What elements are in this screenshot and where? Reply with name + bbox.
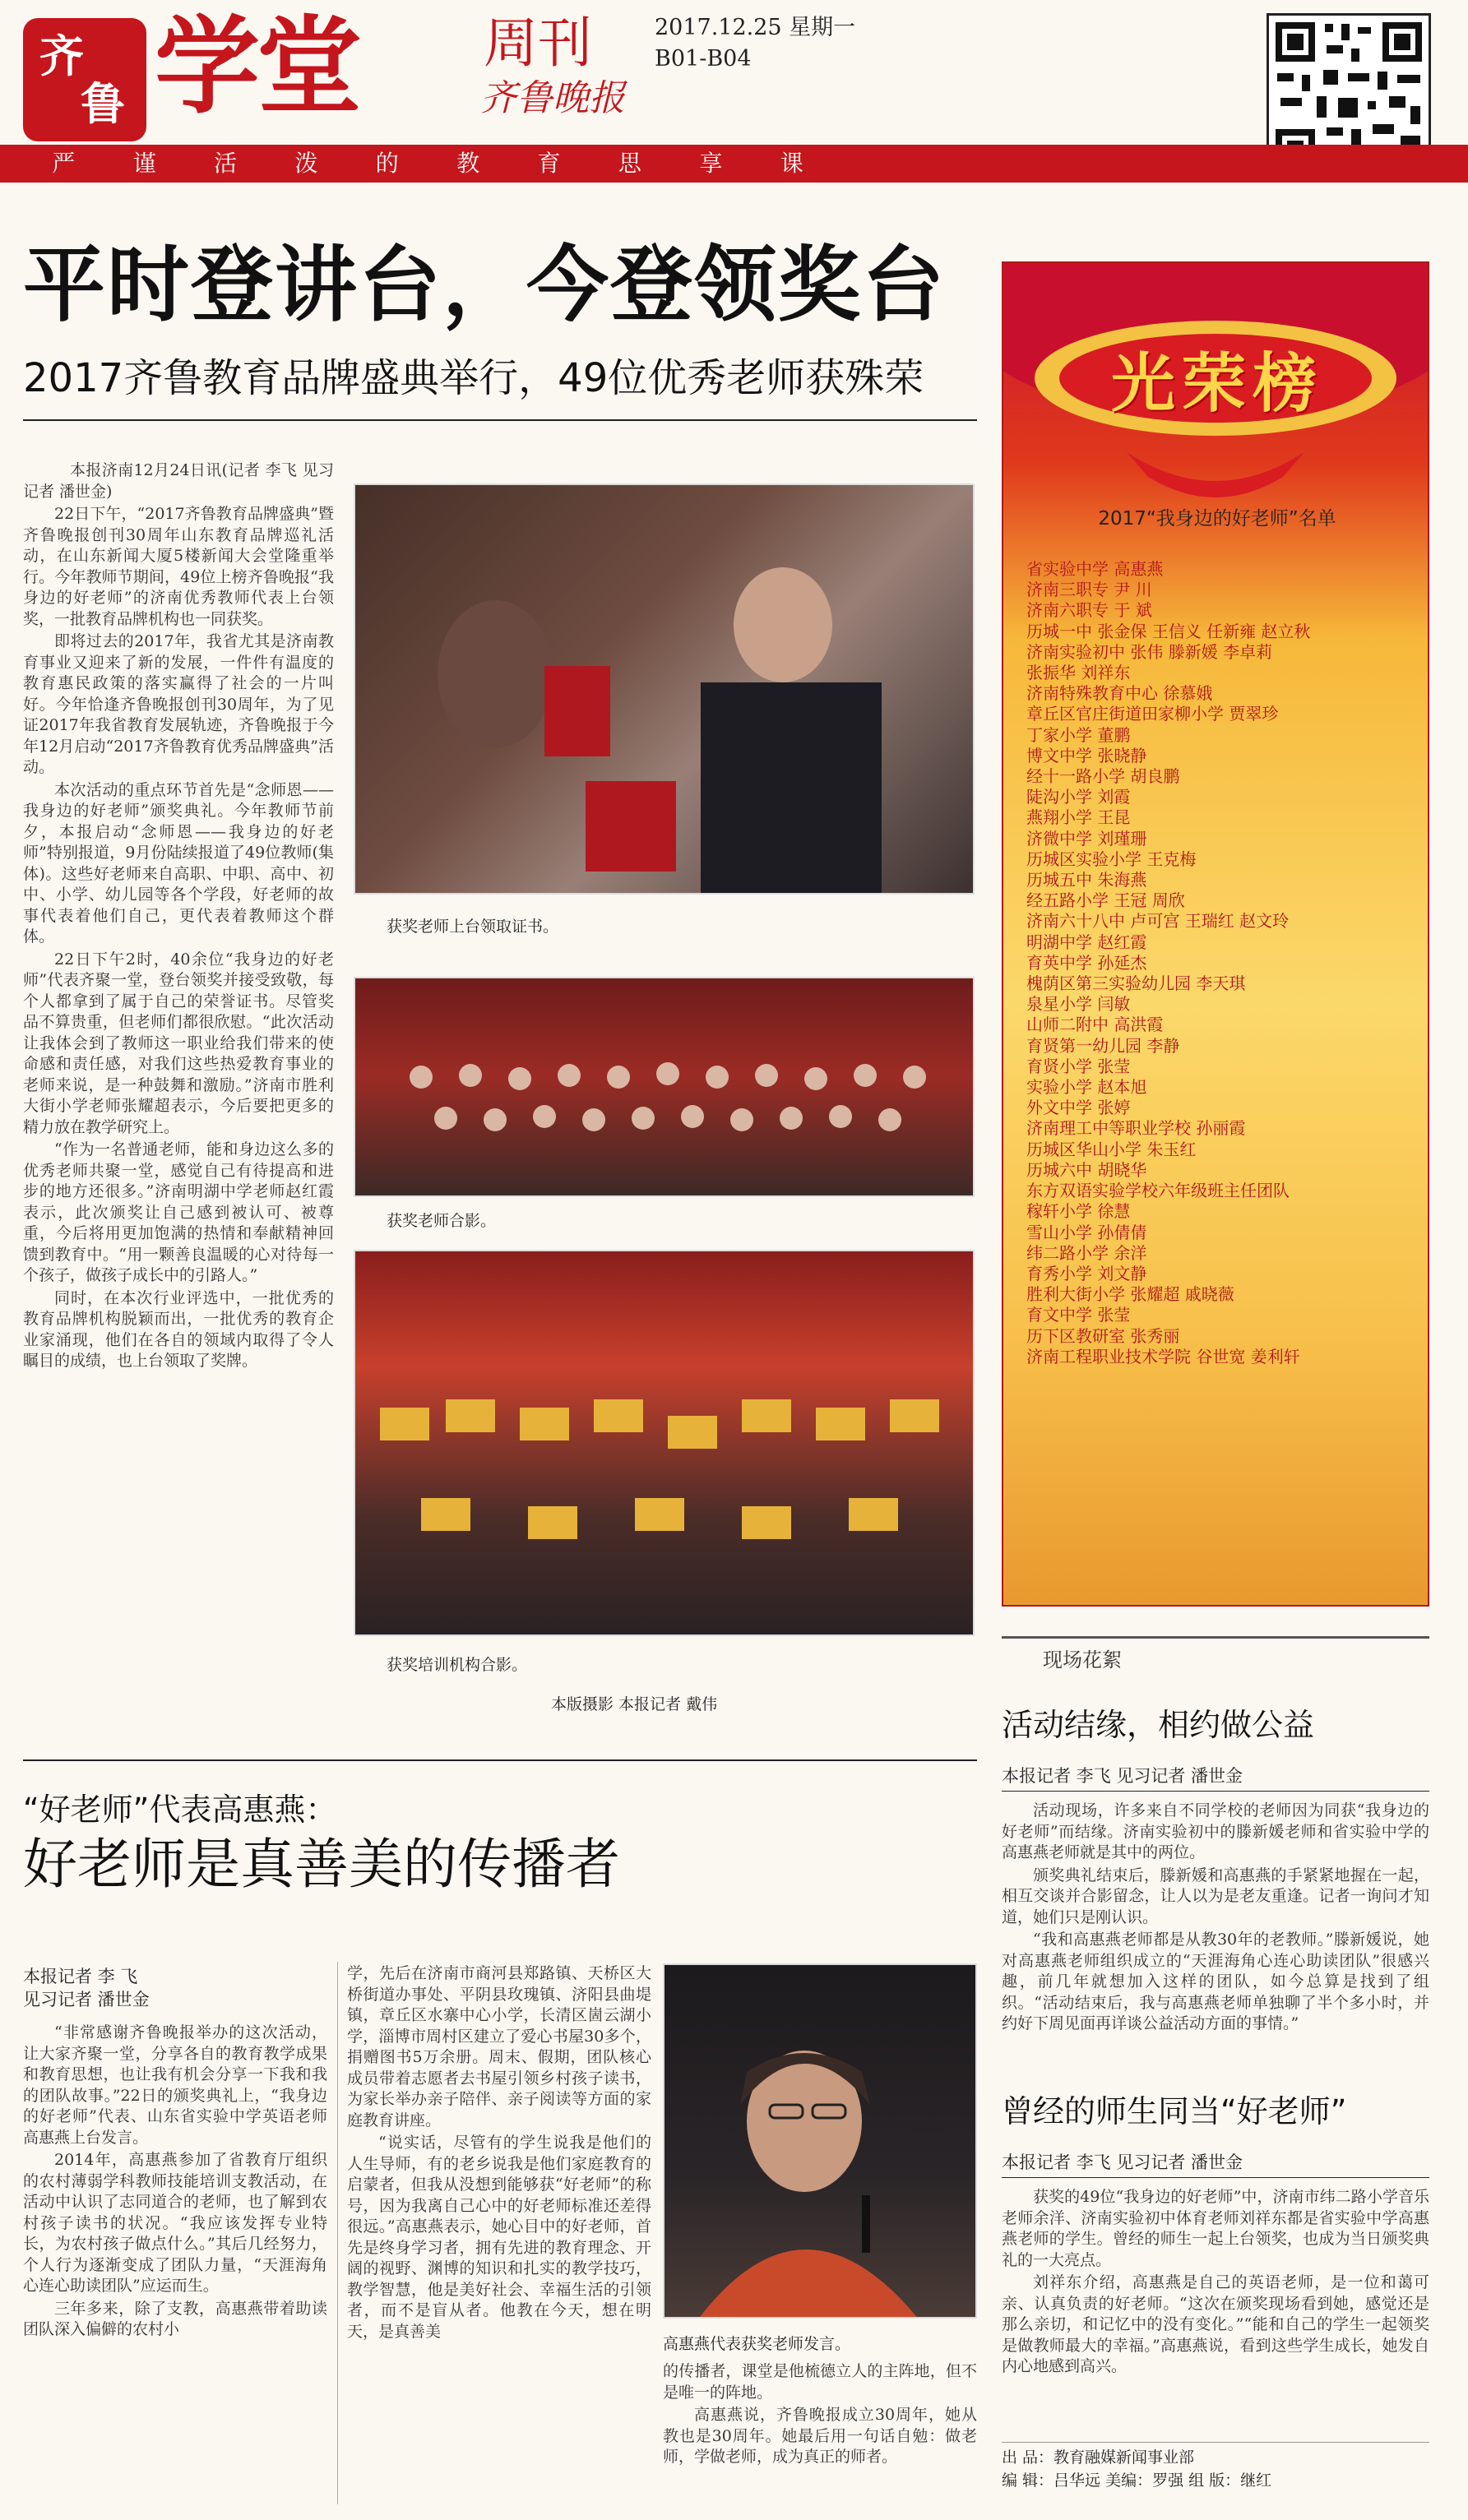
lead-paragraph: 本次活动的重点环节首先是“念师恩——我身边的好老师”颁奖典礼。今年教师节前夕，本报启动“念师恩——我身边的好老师”特别报道，9月份陆续报道了49位教师(集体)。这些好老师来自高职、中职、高中、初中、小学、幼儿园等各个学段，好老师的故事代表着他们自己，更代表着教师这个群体。 [23,780,334,946]
honor-roll-entry: 济微中学 刘瑾珊 [1026,828,1147,848]
lead-headline: 平时登讲台，今登领奖台 [23,237,946,333]
credits-line-1: 出 品：教育融媒新闻事业部 [1002,2448,1195,2467]
honor-roll-poster [1002,261,1429,1607]
honor-roll-entry: 历城区华山小学 朱玉红 [1026,1139,1197,1159]
award-photo-3 [354,1250,975,1636]
masthead-weekly: 周刊 [484,12,592,75]
award-photo-1 [354,483,975,895]
award-photo-2 [354,977,975,1197]
seal-char-1: 齐 [39,30,84,82]
honor-roll-entry: 实验小学 赵本旭 [1026,1077,1147,1098]
masthead-brand: 学堂 [155,6,359,128]
feature-column-1 [23,2023,327,2508]
honor-roll-entry: 槐荫区第三实验幼儿园 李天琪 [1026,973,1246,994]
honor-roll-entry: 省实验中学 高惠燕 [1026,559,1164,579]
issue-pages: B01-B04 [655,46,752,72]
feature-paragraph: 的传播者，课堂是他梳德立人的主阵地，但不是唯一的阵地。 [663,2362,977,2402]
feature-paragraph: 学，先后在济南市商河县郑路镇、天桥区大桥街道办事处、平阴县玫瑰镇、济阳县曲堤镇，章丘区水寨中心小学，长清区崮云湖小学，淄博市周村区建立了爱心书屋30多个，捐赠图书5万余册。周末、假期，团队核心成员带着志愿者去书屋引领乡村孩子读书，为家长举办亲子陪伴、亲子阅读等方面的家庭教育讲座。 [347,1964,651,2129]
side-story-2-body [1002,2187,1429,2425]
photo-caption-2: 获奖老师合影。 [387,1212,497,1230]
feature-byline-2: 见习记者 潘世金 [23,1990,150,2009]
credits-line-2: 编 辑：吕华远 美编：罗强 组 版：继红 [1002,2471,1272,2490]
honor-roll-entry: 外文中学 张婷 [1026,1098,1131,1118]
honor-roll-entry: 历城一中 张金保 王信义 任新雍 赵立秋 [1026,621,1311,641]
side-paragraph: 刘祥东介绍，高惠燕是自己的英语老师，是一位和蔼可亲、认真负责的好老师。“这次在颁奖现场看到她，感觉还是那么亲切，和记忆中的没有变化。”“能和自己的学生一起领奖是做教师最大的幸福。”高惠燕说，看到这些学生成长，她发自内心地感到高兴。 [1002,2273,1429,2375]
honor-roll-entry: 山师二附中 高洪霞 [1026,1015,1164,1035]
lead-paragraph: 即将过去的2017年，我省尤其是济南教育事业又迎来了新的发展，一件件有温度的教育惠民政策的落实赢得了社会的一片叫好。今年恰逢齐鲁晚报创刊30周年，为了见证2017年我省教育发展轨迹，齐鲁晚报于今年12月启动“2017齐鲁教育优秀品牌盛典”活动。 [23,632,334,776]
lead-subhead: 2017齐鲁教育品牌盛典举行，49位优秀老师获殊荣 [23,355,924,401]
side-story-1-body [1002,1801,1429,2076]
column-divider [337,1962,338,2504]
honor-roll-entry: 历下区教研室 张秀丽 [1026,1325,1180,1346]
side-paragraph: 获奖的49位“我身边的好老师”中，济南市纬二路小学音乐老师余洋、济南实验初中体育老师刘祥东都是省实验中学高惠燕老师的学生。曾经的师生一起上台领奖，也成为当日颁奖典礼的一大亮点。 [1002,2188,1429,2269]
honor-roll-entry: 育贤小学 张莹 [1026,1056,1131,1076]
feature-paragraph: “说实话，尽管有的学生说我是他们的人生导师，有的老乡说我是他们家庭教育的启蒙者，但我从没想到能够获“好老师”的称号，因为我离自己心中的好老师标准还差得很远。”高惠燕表示，她心目中的好老师，首先是终身学习者，拥有先进的教育理念、开阔的视野、渊博的知识和扎实的教学技巧，教学智慧，他是美好社会、幸福生活的引领者，而不是盲从者。他教在今天，想在明天，是真善美 [347,2134,651,2341]
feature-column-2 [347,1963,651,2508]
honor-roll-entry: 泉星小学 闫敏 [1026,994,1131,1015]
side-story-1-headline: 活动结缘，相约做公益 [1002,1707,1315,1743]
honor-roll-entry: 济南六十八中 卢可宫 王瑞红 赵文玲 [1026,911,1290,932]
lead-body [23,460,334,1743]
honor-roll-list [1026,559,1413,1367]
side-story-1-byline: 本报记者 李飞 见习记者 潘世金 [1002,1766,1243,1786]
brand-seal [23,18,146,141]
honor-roll-entry: 育英中学 孙延杰 [1026,952,1147,973]
honor-roll-entry: 东方双语实验学校六年级班主任团队 [1026,1181,1290,1201]
side-tag: 现场花絮 [1043,1648,1122,1672]
honor-roll-subtitle: 2017“我身边的好老师”名单 [1098,508,1336,529]
honor-roll-entry: 陡沟小学 刘霞 [1026,787,1131,807]
side-rule [1002,1791,1429,1792]
side-story-2-byline: 本报记者 李飞 见习记者 潘世金 [1002,2152,1243,2172]
honor-roll-entry: 明湖中学 赵红霞 [1026,932,1147,952]
side-story-2-headline: 曾经的师生同当“好老师” [1002,2093,1347,2129]
honor-roll-entry: 育贤第一幼儿园 李静 [1026,1035,1180,1056]
photo-credit: 本版摄影 本报记者 戴伟 [551,1695,718,1713]
honor-roll-title: 光荣榜 [1110,346,1323,421]
feature-paragraph: “非常感谢齐鲁晚报举办的这次活动，让大家齐聚一堂，分享各自的教育教学成果和教育思想，也让我有机会分享一下我和我的团队故事。”22日的颁奖典礼上，“我身边的好老师”代表、山东省实验中学英语老师高惠燕上台发言。 [23,2023,327,2147]
seal-char-2: 鲁 [81,78,125,130]
side-paragraph: “我和高惠燕老师都是从教30年的老教师。”滕新媛说，她对高惠燕老师组织成立的“天涯海角心连心助读团队”很感兴趣，前几年就想加入这样的团队，如今总算是找到了组织。“活动结束后，我与高惠燕老师单独聊了半个多小时，并约好下周见面再详谈公益活动方面的事情。” [1002,1930,1429,2032]
masthead-paper-name: 齐鲁晚报 [480,77,625,119]
side-paragraph: 活动现场，许多来自不同学校的老师因为同获“我身边的好老师”而结缘。济南实验初中的滕新媛老师和省实验中学的高惠燕老师就是其中的两位。 [1002,1801,1429,1861]
lead-rule [23,419,977,421]
feature-paragraph: 三年多来，除了支教，高惠燕带着助读团队深入偏僻的农村小 [23,2299,327,2338]
lead-paragraph: “作为一名普通老师，能和身边这么多的优秀老师共聚一堂，感觉自己有待提高和进步的地方还很多。”济南明湖中学老师赵红霞表示，此次颁奖让自己感到被认可、被尊重，今后将用更加饱满的热情和奉献精神回馈到教育中。“用一颗善良温暖的心对待每一个孩子，做孩子成长中的引路人。” [23,1140,334,1284]
honor-roll-entry: 丁家小学 董鹏 [1026,724,1131,745]
lead-paragraph: 22日下午2时，40余位“我身边的好老师”代表齐聚一堂，登台领奖并接受致敬，每个人都拿到了属于自己的荣誉证书。尽管奖品不算贵重，但老师们都很欣慰。“此次活动让我体会到了教师这一职业给我们带来的使命感和责任感，对我们这些热爱教育事业的老师来说，是一种鼓舞和激励。”济南市胜利大街小学老师张耀超表示，今后要把更多的精力放在教学研究上。 [23,950,334,1136]
honor-roll-entry: 济南特殊教育中心 徐慕娥 [1026,683,1213,704]
honor-roll-entry: 济南工程职业技术学院 谷世宽 姜利轩 [1026,1346,1300,1366]
lead-paragraph: 22日下午，“2017齐鲁教育品牌盛典”暨齐鲁晚报创刊30周年山东教育品牌巡礼活动，在山东新闻大厦5楼新闻大会堂隆重举行。今年教师节期间，49位上榜齐鲁晚报“我身边的好老师”的济南优秀教师代表上台领奖，一批教育品牌机构也一同获奖。 [23,505,334,628]
feature-column-3 [663,2361,977,2508]
honor-roll-entry: 济南三职专 尹 川 [1026,580,1152,600]
side-paragraph: 颁奖典礼结束后，滕新媛和高惠燕的手紧紧地握在一起，相互交谈并合影留念，让人以为是老友重逢。记者一询问才知道，她们只是刚认识。 [1002,1866,1429,1926]
speaker-caption: 高惠燕代表获奖老师发言。 [663,2335,851,2353]
honor-roll-entry: 济南实验初中 张伟 滕新媛 李卓莉 [1026,641,1273,662]
credits [1002,2442,1429,2492]
side-rule [1002,2177,1429,2178]
honor-roll-entry: 稼轩小学 徐慧 [1026,1201,1131,1222]
honor-roll-entry: 育文中学 张莹 [1026,1305,1131,1325]
feature-kicker: “好老师”代表高惠燕： [23,1792,337,1828]
speaker-photo [663,1963,977,2319]
honor-roll-entry: 历城六中 胡晓华 [1026,1159,1147,1180]
honor-roll-entry: 经五路小学 王冠 周欣 [1026,890,1185,911]
feature-byline-1: 本报记者 李 飞 [23,1967,138,1986]
slogan: 严 谨 活 泼 的 教 育 思 享 课 [52,150,803,177]
feature-headline: 好老师是真善美的传播者 [23,1833,620,1896]
honor-roll-entry: 张振华 刘祥东 [1026,663,1131,683]
side-tag-bar [1002,1636,1429,1672]
honor-roll-entry: 纬二路小学 余洋 [1026,1242,1147,1263]
lead-paragraph: 同时，在本次行业评选中，一批优秀的教育品牌机构脱颖而出，一批优秀的教育企业家涌现，他们在各自的领域内取得了令人瞩目的成绩，也上台领取了奖牌。 [23,1288,334,1370]
honor-roll-entry: 经十一路小学 胡良鹏 [1026,766,1180,787]
honor-roll-entry: 胜利大街小学 张耀超 戚晓薇 [1026,1284,1234,1305]
feature-paragraph: 2014年，高惠燕参加了省教育厅组织的农村薄弱学科教师技能培训支教活动，在活动中认识了志同道合的老师，也了解到农村孩子读书的状况。“我应该发挥专业特长，为农村孩子做点什么。”其后几经努力，个人行为逐渐变成了团队力量，“天涯海角心连心助读团队”应运而生。 [23,2151,327,2295]
lead-dateline: 本报济南12月24日讯(记者 李飞 见习记者 潘世金) [23,461,334,501]
feature-rule [23,1759,977,1761]
honor-roll-entry: 燕翔小学 王昆 [1026,807,1131,828]
honor-roll-entry: 历城区实验小学 王克梅 [1026,848,1197,869]
honor-roll-entry: 章丘区官庄街道田家柳小学 贾翠珍 [1026,704,1279,724]
honor-roll-entry: 博文中学 张晓静 [1026,745,1147,765]
honor-roll-entry: 雪山小学 孙倩倩 [1026,1222,1147,1242]
honor-roll-entry: 育秀小学 刘文静 [1026,1263,1147,1283]
feature-paragraph: 高惠燕说，齐鲁晚报成立30周年，她从教也是30周年。她最后用一句话自勉：做老师，学做老师，成为真正的师者。 [663,2406,977,2466]
photo-caption-3: 获奖培训机构合影。 [387,1656,528,1674]
issue-date: 2017.12.25 星期一 [655,15,856,40]
photo-caption-1: 获奖老师上台领取证书。 [387,918,559,936]
honor-roll-entry: 济南理工中等职业学校 孙丽霞 [1026,1118,1246,1139]
honor-roll-entry: 济南六职专 于 斌 [1026,600,1152,621]
honor-roll-entry: 历城五中 朱海燕 [1026,870,1147,890]
